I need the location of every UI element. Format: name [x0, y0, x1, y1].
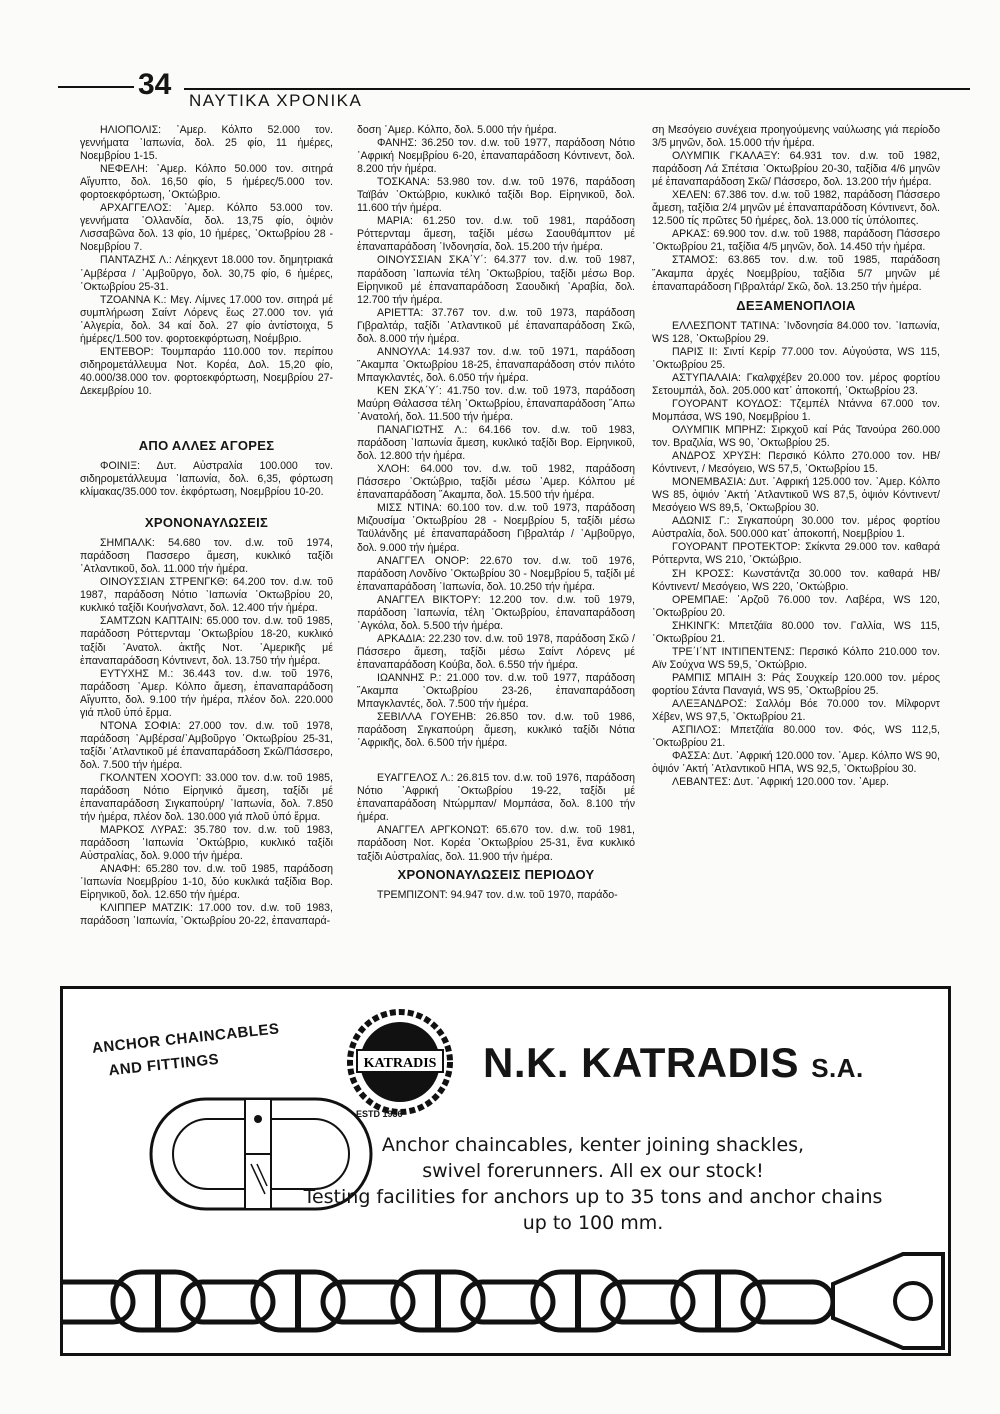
charter-entry: ΝΕΦΕΛΗ: ᾿Αμερ. Κόλπο 50.000 τον. σιτηρά Αἴγυπτο, δολ. 16,50 φίο, 5 ἡμέρες/5.000 τον. φορτοεκφόρτωση, ᾿Οκτώβριο. — [80, 163, 333, 202]
charter-entry: ΕΥΑΓΓΕΛΟΣ Λ.: 26.815 τον. d.w. τοῦ 1976, παράδοση Νότιο ᾿Αφρική ᾿Οκτωβρίου 19-22, ταξίδι μέ ἐπαναπαράδοση Ντώρμπαν/ Μομπάσα, δολ. 8.100 τήν ἡμέρα. — [357, 772, 635, 824]
charter-entry: ΓΟΥΟΡΑΝΤ ΚΟΥΔΟΣ: Τζεμπέλ Ντάννα 67.000 τον. Μομπάσα, WS 190, Νοεμβρίου 1. — [652, 397, 940, 423]
charter-entry: ΑΣΠΙΛΟΣ: Μπετζάϊα 80.000 τον. Φός, WS 112,5, ᾿Οκτωβρίου 21. — [652, 724, 940, 750]
ad-company-name — [483, 1039, 864, 1087]
charter-entry: ΑΝΑΦΗ: 65.280 τον. d.w. τοῦ 1985, παράδοση ᾿Ιαπωνία Νοεμβρίου 1-10, δύο κυκλικά ταξίδια Βορ. Εἰρηνικοῦ, δολ. 12.650 τήν ἡμέρα. — [80, 863, 333, 902]
publication-title: ΝΑΥΤΙΚΑ ΧΡΟΝΙΚΑ — [189, 91, 363, 110]
charter-entry: ΜΑΡΙΑ: 61.250 τον. d.w. τοῦ 1981, παράδοση Ρόττερνταμ ἄμεση, ταξίδι μέσω Σαουθάμπτον μέ ἐπαναπαράδοση ᾿Ινδονησία, δολ. 15.200 τήν ἡμέρα. — [357, 215, 635, 254]
charter-entry: ΣΗΚΙΝΓΚ: Μπετζάϊα 80.000 τον. Γαλλία, WS 115, ᾿Οκτωβρίου 21. — [652, 619, 940, 645]
charter-entry: ΦΑΝΗΣ: 36.250 τον. d.w. τοῦ 1977, παράδοση Νότιο ᾿Αφρική Νοεμβρίου 6-20, ἐπαναπαράδοση Κόντινεντ, δολ. 8.200 τήν ἡμέρα. — [357, 137, 635, 176]
charter-entry: ΟΛΥΜΠΙΚ ΜΠΡΗΖ: Σιρκχοῦ καί Ράς Τανούρα 260.000 τον. Βραζιλία, WS 90, ᾿Οκτωβρίου 25. — [652, 423, 940, 450]
charter-entry: ΙΩΑΝΝΗΣ Ρ.: 21.000 τον. d.w. τοῦ 1977, παράδοση ῎Ακαμπα ᾿Οκτωβρίου 23-26, ἐπαναπαράδοση Μπαγκλαντές, δολ. 7.500 τήν ἡμέρα. — [357, 671, 635, 711]
charter-entry: ΕΥΤΥΧΗΣ Μ.: 36.443 τον. d.w. τοῦ 1976, παράδοση ᾿Αμερ. Κόλπο ἄμεση, ἐπαναπαράδοση Αἴγυπτο, δολ. 9.100 τήν ἡμέρα, πλέον δολ. 220.000 γιά πλοῦ ὑπό ἔρμα. — [80, 667, 333, 719]
charter-entry: ΓΚΟΛΝΤΕΝ ΧΟΟΥΠ: 33.000 τον. d.w. τοῦ 1985, παράδοση Νότιο Εἰρηνικό ἄμεση, ταξίδι μέ ἐπαναπαράδοση Σιγκαπούρη/ ᾿Ιαπωνία, δολ. 7.850 τήν ἡμέρα, πλέον δολ. 130.000 γιά πλοῦ ὑπό ἔρμα. — [80, 771, 333, 824]
header-rule-right — [184, 88, 970, 90]
charter-entry: ΑΛΕΞΑΝΔΡΟΣ: Σαλλόμ Βόε 70.000 τον. Μίλφορντ Χέβεν, WS 97,5, ᾿Οκτωβρίου 21. — [652, 697, 940, 724]
ad-established: ESTD 1936 — [356, 1109, 403, 1119]
katradis-rope-logo — [345, 1007, 455, 1117]
advertisement — [60, 986, 951, 1356]
charter-entry: ΑΣΤΥΠΑΛΑΙΑ: Γκαλφχέβεν 20.000 τον. μέρος φορτίου Σετουμπάλ, δολ. 205.000 κατ᾿ ἀποκοπή, ᾿Οκτωβρίου 23. — [652, 371, 940, 397]
charter-entry: ΣΑΜΤΖΩΝ ΚΑΠΤΑΙΝ: 65.000 τον. d.w. τοῦ 1985, παράδοση Ρόττερνταμ ᾿Οκτωβρίου 18-20, κυκλικό ταξίδι ᾿Ανατολ. ἀκτῆς Νοτ. ᾿Αμερικῆς μέ ἐπαναπαράδοση Κόντινεντ, δολ. 13.750 τήν ἡμέρα. — [80, 615, 333, 667]
charter-entry: ΚΛΙΠΠΕΡ ΜΑΤΖΙΚ: 17.000 τον. d.w. τοῦ 1983, παράδοση ᾿Ιαπωνία, ᾿Οκτωβρίου 20-22, ἐπαναπαρά- — [80, 902, 333, 928]
charter-entry: ΟΙΝΟΥΣΣΙΑΝ ΣΤΡΕΝΓΚΘ: 64.200 τον. d.w. τοῦ 1987, παράδοση Νότιο ᾿Ιαπωνία ᾿Οκτωβρίου 20, κυκλικό ταξίδι Κουήνσλαντ, δολ. 12.400 τήν ἡμέρα. — [80, 576, 333, 615]
charter-entry: ΚΕΝ ΣΚΑ΄Υ΄: 41.750 τον. d.w. τοῦ 1973, παράδοση Μαύρη Θάλασσα τέλη ᾿Οκτωβρίου, ἐπαναπαράδοση ῎Απω ᾿Ανατολή, δολ. 11.500 τήν ἡμέρα. — [357, 384, 635, 424]
charter-entry: ΑΝΝΟΥΛΑ: 14.937 τον. d.w. τοῦ 1971, παράδοση ῎Ακαμπα ᾿Οκτωβρίου 18-25, ἐπαναπαράδοση στόν πιλότο Μπαγκλαντές, δολ. 6.050 τήν ἡμέρα. — [357, 345, 635, 384]
charter-entry: ΣΤΑΜΟΣ: 63.865 τον. d.w. τοῦ 1985, παράδοση ῎Ακαμπα ἀρχές Νοεμβρίου, ταξίδια 5/7 μηνῶν μέ ἐπαναπαράδοση Γιβραλτάρ/ Σκῶ, δολ. 13.250 τήν ἡμέρα. — [652, 254, 940, 293]
column-1 — [80, 124, 333, 929]
charter-entry: ΑΝΑΓΓΕΛ ΑΡΓΚΟΝΩΤ: 65.670 τον. d.w. τοῦ 1981, παράδοση Νοτ. Κορέα ᾿Οκτωβρίου 25-31, ἕνα κυκλικό ταξίδι Αὐστραλίας, δολ. 11.900 τήν ἡμέρα. — [357, 824, 635, 863]
logo-text: KATRADIS — [363, 1056, 437, 1071]
ad-tagline — [91, 1017, 283, 1084]
charter-entry: ΣΕΒΙΛΛΑ ΓΟΥΕΗΒ: 26.850 τον. d.w. τοῦ 1986, παράδοση Σιγκαπούρη ἄμεση, κυκλικό ταξίδι Νότια ᾿Αφρικῆς, δολ. 6.500 τήν ἡμέρα. — [357, 711, 635, 750]
charter-entry: ΑΡΚΑΣ: 69.900 τον. d.w. τοῦ 1988, παράδοση Πάσσερο ᾿Οκτωβρίου 21, ταξίδια 4/5 μηνῶν, δολ. 14.450 τήν ἡμέρα. — [652, 228, 940, 254]
column-2 — [357, 124, 635, 902]
section-heading: ΧΡΟΝΟΝΑΥΛΩΣΕΙΣ — [144, 515, 269, 531]
page-number: 34 — [138, 68, 172, 101]
section-heading: ΔΕΞΑΜΕΝΟΠΛΟΙΑ — [736, 297, 856, 313]
charter-entry: ΠΑΡΙΣ ΙΙ: Σιντί Κερίρ 77.000 τον. Αὐγούστα, WS 115, ᾿Οκτωβρίου 25. — [652, 345, 940, 371]
charter-entry: ΑΝΑΓΓΕΛ ΒΙΚΤΟΡΥ: 12.200 τον. d.w. τοῦ 1979, παράδοση ᾿Ιαπωνία, τέλη ᾿Οκτωβρίου, ἐπαναπαράδοση ᾿Αγκόλα, δολ. 5.500 τήν ἡμέρα. — [357, 593, 635, 632]
charter-entry: ΦΟΙΝΙΞ: Δυτ. Αὐστραλία 100.000 τον. σιδηρομετάλλευμα ᾿Ιαπωνία, δολ. 6,35, φόρτωση κλίμακας/35.000 τον. ἐκφόρτωση, Νοεμβρίου 10-20. — [80, 459, 333, 499]
charter-entry: ΜΑΡΚΟΣ ΛΥΡΑΣ: 35.780 τον. d.w. τοῦ 1983, παράδοση ᾿Ιαπωνία ᾿Οκτώβριο, κυκλικό ταξίδι Αὐστραλίας, δολ. 9.000 τήν ἡμέρα. — [80, 824, 333, 863]
ad-body-line: Anchor chaincables, kenter joining shackles, — [381, 1134, 805, 1156]
charter-entry: ΛΕΒΑΝΤΕΣ: Δυτ. ᾿Αφρική 120.000 τον. ᾿Αμερ. — [672, 776, 889, 789]
charter-entry: ΜΟΝΕΜΒΑΣΙΑ: Δυτ. ᾿Αφρική 125.000 τον. ᾿Αμερ. Κόλπο WS 85, ὀψιόν ᾿Ακτή ᾿Ατλαντικοῦ WS 87,5, ὀψιόν Κόντινεντ/ Μεσόγειο WS 89,5, ᾿Οκτωβρίου 30. — [652, 476, 940, 515]
charter-entry: ΧΕΛΕΝ: 67.386 τον. d.w. τοῦ 1982, παράδοση Πάσσερο ἄμεση, ταξίδια 2/4 μηνῶν μέ ἐπαναπαράδοση Κόντινεντ, δολ. 12.500 τίς πρῶτες 50 ἡμέρες, δολ. 13.000 τίς ὑπόλοιπες. — [652, 189, 940, 228]
charter-entry: ΑΝΑΓΓΕΛ ΟΝΟΡ: 22.670 τον. d.w. τοῦ 1976, παράδοση Λονδίνο ᾿Οκτωβρίου 30 - Νοεμβρίου 5, ταξίδι μέ ἐπαναπαράδοση ᾿Ιαπωνία, δολ. 10.250 τήν ἡμέρα. — [357, 554, 635, 593]
charter-entry: ΧΛΟΗ: 64.000 τον. d.w. τοῦ 1982, παράδοση Πάσσερο ᾿Οκτώβριο, ταξίδι μέσω ᾿Αμερ. Κόλπου μέ ἐπαναπαράδοση ῎Ακαμπα, δολ. 15.500 τήν ἡμέρα. — [357, 463, 635, 502]
charter-entry: ΠΑΝΤΑΖΗΣ Λ.: Λέηκχεντ 18.000 τον. δημητριακά ᾿Αμβέρσα / ᾿Αμβοῦργο, δολ. 30,75 φίο, 6 ἡμέρες, ᾿Οκτωβρίου 25-31. — [80, 254, 333, 293]
charter-entry: ΡΑΜΠΙΣ ΜΠΑΙΗ 3: Ράς Σουχκείρ 120.000 τον. μέρος φορτίου Σάντα Παναγιά, WS 95, ᾿Οκτωβρίου 25. — [652, 671, 940, 697]
ad-body-line: Testing facilities for anchors up to 35 tons and anchor chains — [303, 1186, 883, 1208]
charter-entry: ΣΗΜΠΑΛΚ: 54.680 τον. d.w. τοῦ 1974, παράδοση Πασσερο ἄμεση, κυκλικό ταξίδι ᾿Ατλαντικοῦ, δολ. 11.000 τήν ἡμέρα. — [80, 537, 333, 576]
charter-entry: ΦΑΣΣΑ: Δυτ. ᾿Αφρική 120.000 τον. ᾿Αμερ. Κόλπο WS 90, ὀψιόν ᾿Ακτή ᾿Ατλαντικοῦ ΗΠΑ, WS 92,5, ᾿Οκτωβρίου 30. — [652, 750, 940, 776]
charter-entry: ΑΡΙΕΤΤΑ: 37.767 τον. d.w. τοῦ 1973, παράδοση Γιβραλτάρ, ταξίδι ᾿Ατλαντικοῦ μέ ἐπαναπαράδοση Σκῶ, δολ. 8.000 τήν ἡμέρα. — [357, 306, 635, 345]
charter-entry: ΝΤΟΝΑ ΣΟΦΙΑ: 27.000 τον. d.w. τοῦ 1978, παράδοση ᾿Αμβέρσα/᾿Αμβοῦργο ᾿Οκτωβρίου 25-31, ταξίδι ᾿Ατλαντικοῦ μέ ἐπαναπαράδοση Σκῶ/Πάσσερο, δολ. 7.500 τήν ἡμέρα. — [80, 719, 333, 771]
charter-entry: ΓΟΥΟΡΑΝΤ ΠΡΟΤΕΚΤΟΡ: Σκίκντα 29.000 τον. καθαρά Ρόττερντα, WS 210, ᾿Οκτώβριο. — [652, 541, 940, 567]
column-3 — [652, 124, 940, 789]
section-heading: ΧΡΟΝΟΝΑΥΛΩΣΕΙΣ ΠΕΡΙΟΔΟΥ — [397, 866, 595, 882]
charter-entry: ΕΝΤΕΒΟΡ: Τουμπαράο 110.000 τον. περίπου σιδηρομετάλλευμα Νοτ. Κορέα, Δολ. 15,20 φίο, 40.000/38.000 τον. φορτοεκφόρτωση, Νοεμβρίου 27-Δεκεμβρίου 10. — [80, 345, 333, 397]
anchor-chain-illustration — [63, 1244, 948, 1354]
ad-body-line: up to 100 mm. — [522, 1212, 664, 1234]
ad-tagline-line1: ANCHOR CHAINCABLES — [91, 1020, 281, 1057]
charter-entry: ΑΡΚΑΔΙΑ: 22.230 τον. d.w. τοῦ 1978, παράδοση Σκῶ / Πάσσερο ἄμεση, ταξίδι μέσω Σαίντ Λόρενς μέ ἐπαναπαράδοση Κούβα, δολ. 6.550 τήν ἡμέρα. — [357, 632, 635, 671]
charter-entry: ΟΛΥΜΠΙΚ ΓΚΑΛΑΞΥ: 64.931 τον. d.w. τοῦ 1982, παράδοση Λά Σπέτσια ᾿Οκτωβρίου 20-30, ταξίδια 4/6 μηνῶν μέ ἐπαναπαράδοση Σκῶ/ Πάσσερο, δολ. 13.200 τήν ἡμέρα. — [652, 150, 940, 189]
charter-entry: ΠΑΝΑΓΙΩΤΗΣ Λ.: 64.166 τον. d.w. τοῦ 1983, παράδοση ᾿Ιαπωνία ἄμεση, κυκλικό ταξίδι Βορ. Εἰρηνικοῦ, δολ. 12.800 τήν ἡμέρα. — [357, 424, 635, 463]
charter-entry: ΑΝΔΡΟΣ ΧΡΥΣΗ: Περσικό Κόλπο 270.000 τον. ΗΒ/ Κόντινεντ, / Μεσόγειο, WS 57,5, ᾿Οκτωβρίου 15. — [652, 450, 940, 476]
charter-entry: ΗΛΙΟΠΟΛΙΣ: ᾿Αμερ. Κόλπο 52.000 τον. γεννήματα ᾿Ιαπωνία, δολ. 25 φίο, 11 ἡμέρες, Νοεμβρίου 1-15. — [80, 124, 333, 163]
charter-entry: ΣΗ ΚΡΟΣΣ: Κωνστάντζα 30.000 τον. καθαρά ΗΒ/ Κόντινεντ/ Μεσόγειο, WS 220, ᾿Οκτώβριο. — [652, 567, 940, 593]
charter-entry: ΟΡΕΜΠΑΕ: ᾿Αρζοῦ 76.000 τον. Λαβέρα, WS 120, ᾿Οκτωβρίου 20. — [652, 593, 940, 619]
ad-body-line: swivel forerunners. All ex our stock! — [422, 1160, 764, 1182]
charter-entry: ΟΙΝΟΥΣΣΙΑΝ ΣΚΑ΄Υ΄: 64.377 τον. d.w. τοῦ 1987, παράδοση ᾿Ιαπωνία τέλη ᾿Οκτωβρίου, ταξίδι μέσω Βορ. Εἰρηνικοῦ μέ ἐπαναπαράδοση Σαουδική ᾿Αραβία, δολ. 12.700 τήν ἡμέρα. — [357, 254, 635, 306]
header-rule-left — [58, 86, 134, 88]
charter-entry: ΤΡΕΜΠΙΖΟΝΤ: 94.947 τον. d.w. τοῦ 1970, παράδο- — [377, 888, 618, 901]
charter-entry: δοση ᾿Αμερ. Κόλπο, δολ. 5.000 τήν ἡμέρα. — [357, 124, 557, 136]
ad-body-text — [243, 1132, 943, 1236]
charter-entry: ΤΖΟΑΝΝΑ Κ.: Μεγ. Λίμνες 17.000 τον. σιτηρά μέ συμπλήρωση Σαίντ Λόρενς ἕως 27.000 τον. γιά ᾿Αλγερία, δολ. 34 καί δολ. 27 φίο ἀντίστοιχα, 5 ἡμέρες/1.500 τον. φορτοεκφόρτωση, Νοέμβριο. — [80, 293, 333, 345]
company-suffix: S.A. — [811, 1053, 864, 1083]
ad-tagline-line2: AND FITTINGS — [107, 1050, 220, 1080]
section-heading: ΑΠΟ ΑΛΛΕΣ ΑΓΟΡΕΣ — [138, 437, 275, 453]
charter-entry: ΤΡΕ΄Ι΄ΝΤ ΙΝΤΙΠΕΝΤΕΝΣ: Περσικό Κόλπο 210.000 τον. Αϊν Σούχνα WS 59,5, ᾿Οκτώβριο. — [652, 645, 940, 671]
charter-entry: ΑΔΩΝΙΣ Γ.: Σιγκαπούρη 30.000 τον. μέρος φορτίου Αὐστραλία, δολ. 500.000 κατ᾿ ἀποκοπή, Νοεμβρίου 1. — [652, 515, 940, 541]
charter-entry: ση Μεσόγειο συνέχεια προηγούμενης ναύλωσης γιά περίοδο 3/5 μηνῶν, δολ. 15.000 τήν ἡμέρα. — [652, 124, 940, 150]
charter-entry: ΤΟΣΚΑΝΑ: 53.980 τον. d.w. τοῦ 1976, παράδοση Ταϊβάν ᾿Οκτώβριο, κυκλικό ταξίδι Βορ. Εἰρηνικοῦ, δολ. 11.600 τήν ἡμέρα. — [357, 176, 635, 215]
charter-entry: ΑΡΧΑΓΓΕΛΟΣ: ᾿Αμερ. Κόλπο 53.000 τον. γεννήματα ᾿Ολλανδία, δολ. 13,75 φίο, ὀψιὸν Λισσαβῶνα δολ. 13 φίο, 10 ἡμέρες, ᾿Οκτωβρίου 28 - Νοεμβρίου 7. — [80, 202, 333, 254]
charter-entry: ΜΙΣΣ ΝΤΙΝΑ: 60.100 τον. d.w. τοῦ 1973, παράδοση Μιζουσίμα ᾿Οκτωβρίου 28 - Νοεμβρίου 5, ταξίδι μέσω Ταϋλάνδης μέ ἐπαναπαράδοση Γιβραλτάρ / ᾿Αμβοῦργο, δολ. 9.000 τήν ἡμέρα. — [357, 502, 635, 554]
charter-entry: ΕΛΛΕΣΠΟΝΤ ΤΑΤΙΝΑ: ᾿Ινδονησία 84.000 τον. ᾿Ιαπωνία, WS 128, ᾿Οκτωβρίου 29. — [652, 319, 940, 345]
company-name: N.K. KATRADIS — [483, 1039, 800, 1086]
